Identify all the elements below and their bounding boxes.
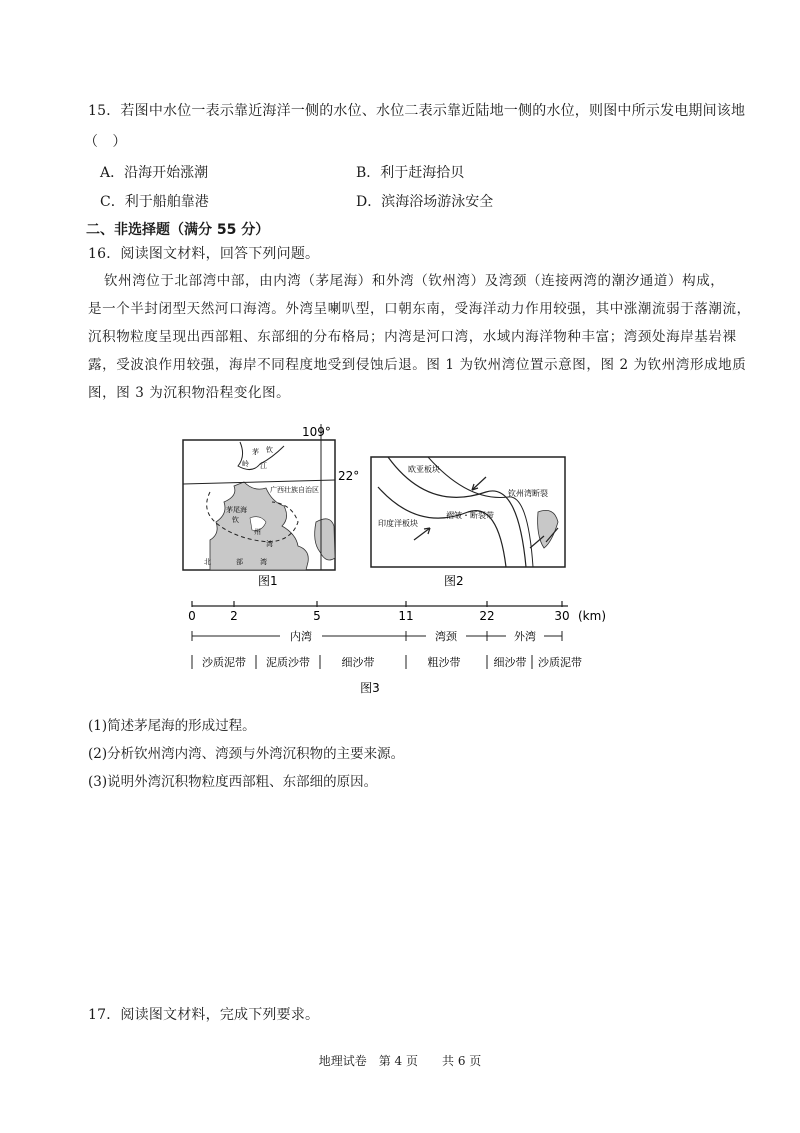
map-label: 州	[254, 528, 261, 536]
fig2-fault-label: 钦州湾断裂	[508, 489, 548, 498]
fig3-zone-label: 外湾	[514, 630, 536, 643]
fig3-zone-label: 湾颈	[435, 630, 457, 643]
q16-paragraph	[88, 267, 788, 407]
q16-subquestion-2: (2)分析钦州湾内湾、湾颈与外湾沉积物的主要来源。	[88, 746, 405, 762]
fig1-lat-label: 22°	[338, 469, 360, 483]
q16-subquestion-3: (3)说明外湾沉积物粒度西部粗、东部细的原因。	[88, 774, 378, 790]
fig3-band-label: 细沙带	[341, 656, 375, 669]
fig3-unit: (km)	[578, 609, 607, 623]
fig3-tick-label: 30	[554, 609, 570, 623]
fig1-caption: 图1	[258, 574, 278, 588]
fig2-caption: 图2	[444, 574, 464, 588]
map-label: 岭	[242, 460, 249, 468]
map-label: 湾	[260, 558, 267, 566]
fig3-band-label: 泥质沙带	[266, 656, 310, 669]
fig3-caption: 图3	[360, 681, 380, 695]
q16-subquestion-1: (1)简述茅尾海的形成过程。	[88, 718, 256, 734]
paragraph-line: 钦州湾位于北部湾中部，由内湾（茅尾海）和外湾（钦州湾）及湾颈（连接两湾的潮汐通道）构成，	[104, 273, 725, 289]
q16-stem: 16．阅读图文材料，回答下列问题。	[88, 246, 320, 262]
map-label: 湾	[266, 540, 273, 548]
q15-option-b: B．利于赶海拾贝	[356, 165, 465, 181]
fig2-eurasian-label: 欧亚板块	[408, 465, 440, 474]
q15-option-c: C．利于船舶靠港	[100, 194, 209, 210]
paragraph-line: 沉积物粒度呈现出西部粗、东部细的分布格局；内湾是河口湾，水域内海洋物种丰富；湾颈处海岸基岩裸	[88, 329, 737, 345]
fig3-sediment-chart	[180, 600, 620, 700]
map-label: 北	[204, 558, 211, 566]
fig1-lon-label: 109°	[302, 425, 331, 439]
q15-option-a: A．沿海开始涨潮	[100, 165, 209, 181]
map-label: 江	[260, 462, 267, 470]
map-label: 部	[236, 558, 243, 566]
map-label: 茅	[252, 448, 259, 456]
fig2-geology-diagram	[368, 452, 568, 592]
fig3-zone-label: 内湾	[290, 630, 312, 643]
fig3-tick-label: 5	[313, 609, 321, 623]
fig3-band-label: 细沙带	[493, 656, 527, 669]
q15-option-d: D．滨海浴场游泳安全	[356, 194, 494, 210]
paragraph-line: 图，图 3 为沉积物沿程变化图。	[88, 385, 291, 401]
map-label: 广西壮族自治区	[270, 486, 319, 494]
map-label: 钦	[266, 446, 273, 454]
fig3-tick-label: 0	[188, 609, 196, 623]
page-footer: 地理试卷 第 4 页 共 6 页	[318, 1054, 482, 1068]
fig2-indian-label: 印度洋板块	[378, 519, 418, 528]
map-label: 钦	[232, 516, 239, 524]
q17-stem: 17．阅读图文材料，完成下列要求。	[88, 1007, 320, 1023]
paragraph-line: 露，受波浪作用较强，海岸不同程度地受到侵蚀后退。图 1 为钦州湾位置示意图，图 2 为钦州湾形成地质	[88, 357, 747, 373]
q15-answer-paren: （ ）	[84, 134, 127, 150]
fig3-band-label: 沙质泥带	[538, 656, 582, 669]
paragraph-line: 是一个半封闭型天然河口海湾。外湾呈喇叭型，口朝东南，受海洋动力作用较强，其中涨潮流弱于落潮流，	[88, 301, 751, 317]
fig2-suture-label: 褶皱・断裂带	[446, 511, 494, 520]
section-title: 二、非选择题（满分 55 分）	[86, 222, 270, 238]
fig3-tick-label: 2	[230, 609, 238, 623]
fig3-band-label: 沙质泥带	[202, 656, 246, 669]
fig3-tick-label: 22	[479, 609, 495, 623]
fig3-band-label: 粗沙带	[427, 656, 461, 669]
q15-stem: 15．若图中水位一表示靠近海洋一侧的水位、水位二表示靠近陆地一侧的水位，则图中所示发电期间该地	[88, 103, 746, 119]
map-label: 茅尾海	[226, 506, 247, 514]
fig3-tick-label: 11	[398, 609, 414, 623]
fig1-location-map	[180, 422, 360, 592]
